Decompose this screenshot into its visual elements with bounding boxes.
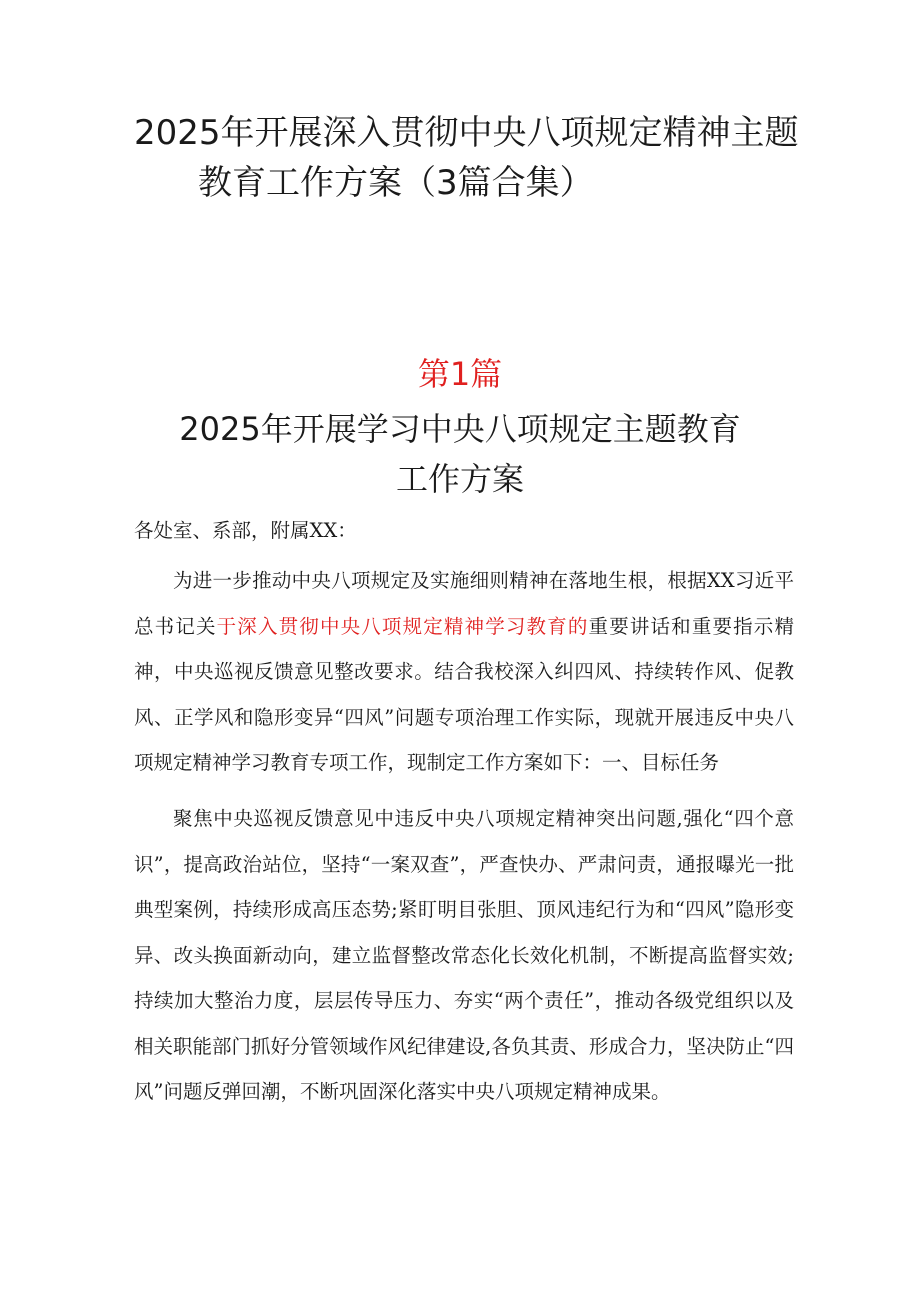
sub-title-line-1: 2025年开展学习中央八项规定主题教育: [179, 410, 741, 448]
paragraph-intro-after: 重要讲话和重要指示精神，中央巡视反馈意见整改要求。结合我校深入纠四风、持续转作风、促教风、正学风和隐形变异“四风”问题专项治理工作实际，现就开展违反中央八项规定精神学习教育专项工作，现制定工作方案如下：一、目标任务: [134, 614, 794, 774]
paragraph-intro-highlight: 于深入贯彻中央八项规定精神学习教育的: [216, 614, 589, 638]
sub-title-line-2: 工作方案: [395, 460, 524, 498]
main-title: [100, 108, 820, 208]
main-title-line-2: 教育工作方案（3篇合集）: [198, 163, 594, 203]
paragraph-intro: [134, 558, 794, 786]
main-title-line-1: 2025年开展深入贯彻中央八项规定精神主题: [134, 113, 799, 153]
salutation: 各处室、系部，附属XX：: [134, 519, 357, 542]
part-label: 第1篇: [417, 355, 503, 393]
paragraph-intro-before: 为进一步推动中央八项规定及实施细则精神在落地生根，根据XX习近平总书记关: [134, 569, 794, 638]
sub-title: [0, 404, 920, 504]
paragraph-goals: 聚焦中央巡视反馈意见中违反中央八项规定精神突出问题,强化“四个意识”，提高政治站位，坚持“一案双查”，严查快办、严肃问责，通报曝光一批典型案例，持续形成高压态势;紧盯明目张胆、顶风违纪行为和“四风”隐形变异、改头换面新动向，建立监督整改常态化长效化机制，不断提高监督实效;持续加大整治力度，层层传导压力、夯实“两个责任”，推动各级党组织以及相关职能部门抓好分管领域作风纪律建设,各负其责、形成合力，坚决防止“四风”问题反弹回潮，不断巩固深化落实中央八项规定精神成果。: [134, 807, 794, 1103]
